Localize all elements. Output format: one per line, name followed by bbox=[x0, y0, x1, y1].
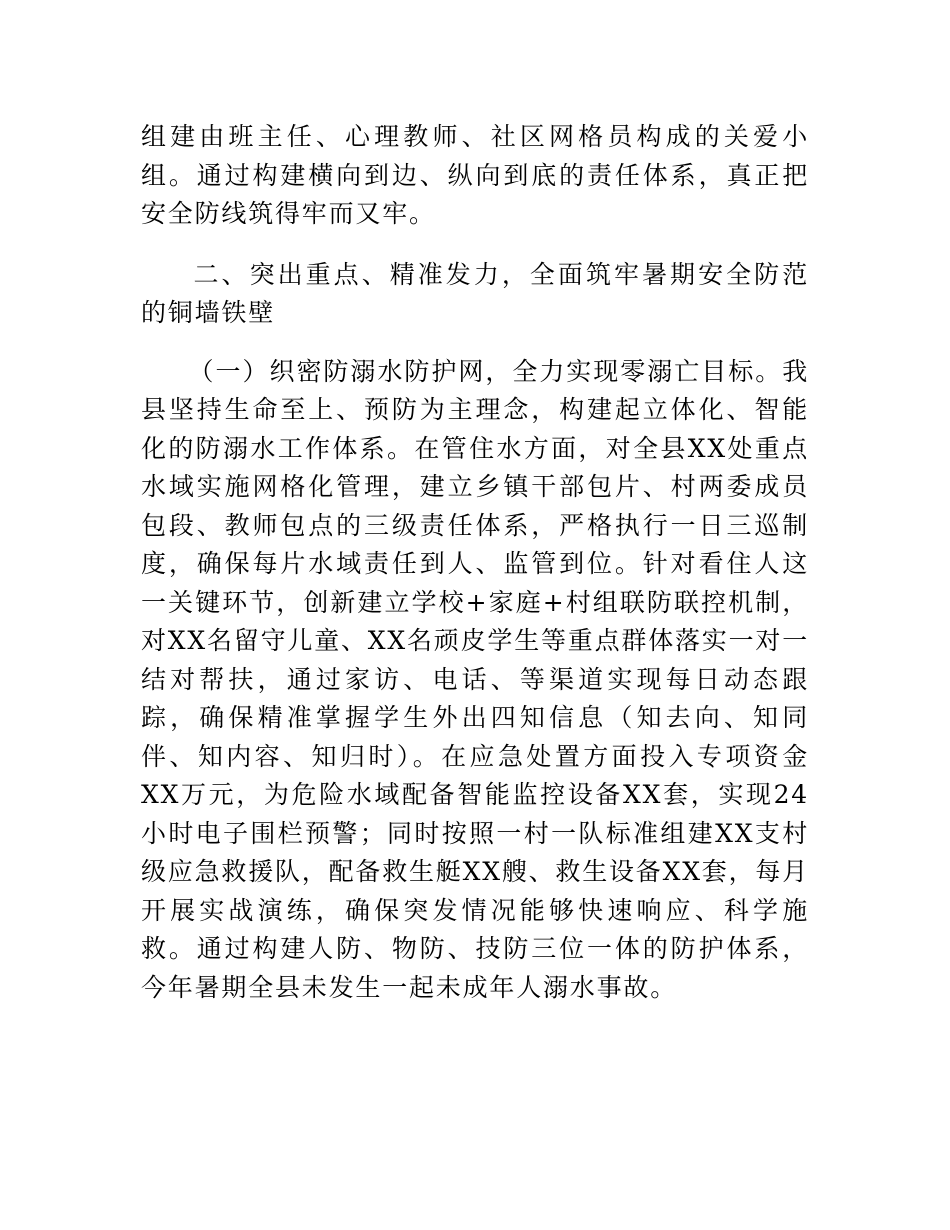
document-body bbox=[141, 118, 809, 1007]
section-heading-two: 二、突出重点、精准发力，全面筑牢暑期安全防范的铜墙铁壁 bbox=[141, 259, 809, 327]
paragraph-responsibility-system: 组建由班主任、心理教师、社区网格员构成的关爱小组。通过构建横向到边、纵向到底的责任体系，真正把安全防线筑得牢而又牢。 bbox=[141, 122, 809, 228]
paragraph-drowning-prevention: （一）织密防溺水防护网，全力实现零溺亡目标。我县坚持生命至上、预防为主理念，构建起立体化、智能化的防溺水工作体系。在管住水方面，对全县XX处重点水域实施网格化管理，建立乡镇干部包片、村两委成员包段、教师包点的三级责任体系，严格执行一日三巡制度，确保每片水域责任到人、监管到位。针对看住人这一关键环节，创新建立学校+家庭+村组联防联控机制，对XX名留守儿童、XX名顽皮学生等重点群体落实一对一结对帮扶，通过家访、电话、等渠道实现每日动态跟踪，确保精准掌握学生外出四知信息（知去向、知同伴、知内容、知归时）。在应急处置方面投入专项资金XX万元，为危险水域配备智能监控设备XX套，实现24小时电子围栏预警；同时按照一村一队标准组建XX支村级应急救援队，配备救生艇XX艘、救生设备XX套，每月开展实战演练，确保突发情况能够快速响应、科学施救。通过构建人防、物防、技防三位一体的防护体系，今年暑期全县未发生一起未成年人溺水事故。 bbox=[141, 356, 809, 1002]
